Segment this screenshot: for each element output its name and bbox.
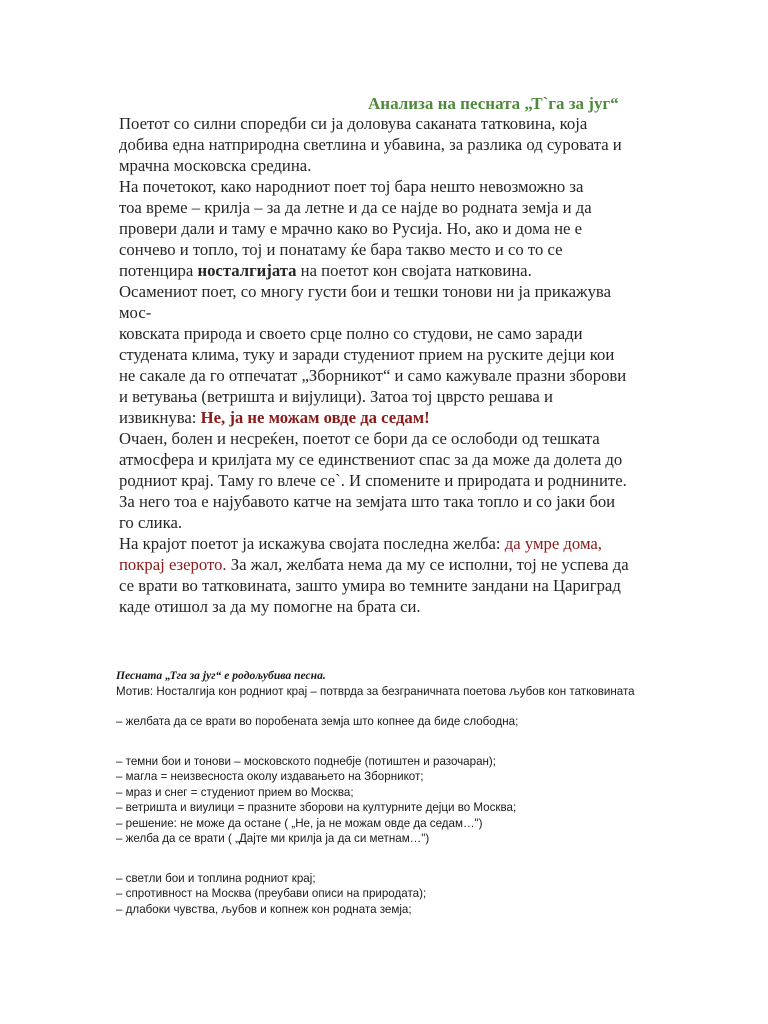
spacer bbox=[116, 730, 716, 754]
body-line: атмосфера и крилјата му се единствениот спас за да може да долета до bbox=[119, 450, 623, 469]
body-line: На почетокот, како народниот поет тој бара нешто невозможно за bbox=[119, 177, 584, 196]
note-item: – ветришта и виулици = празните зборови на културните дејци во Москва; bbox=[116, 801, 517, 814]
nostalgia-emphasis: носталгијата bbox=[197, 261, 297, 280]
note-item: – мраз и снег = студениот прием во Москва; bbox=[116, 785, 354, 799]
note-item: – магла = неизвесноста околу издавањето на Зборникот; bbox=[116, 770, 424, 783]
body-line bbox=[119, 554, 664, 575]
body-line: каде отишол за да му помогне на брата си. bbox=[119, 597, 421, 616]
body-text-segment: извикнува: bbox=[119, 408, 201, 427]
body-line bbox=[119, 407, 664, 428]
note-item: – темни бои и тонови – московското поднебје (потиштен и разочаран); bbox=[116, 754, 497, 768]
last-wish-emphasis: покрај езерото. bbox=[119, 555, 227, 574]
body-line: За него тоа е најубавото катче на земјата што така топло и со јаки бои bbox=[119, 492, 616, 511]
body-text-segment: на поетот кон својата натковина. bbox=[296, 261, 532, 280]
body-line: Осамениот поет, со многу густи бои и тешки тонови ни ја прикажува bbox=[119, 282, 611, 301]
body-line: сончево и топло, тој и понатаму ќе бара такво место и со то се bbox=[119, 240, 563, 259]
body-line: Очаен, болен и несреќен, поетот се бори да се ослободи од тешката bbox=[119, 429, 600, 448]
document-title: Анализа на песната „Т`га за југ“ bbox=[368, 94, 619, 113]
summary-notes bbox=[116, 668, 716, 917]
note-item: – светли бои и топлина родниот крај; bbox=[116, 871, 316, 885]
body-line: мрачна московска средина. bbox=[119, 156, 312, 175]
spacer bbox=[116, 847, 716, 871]
body-line bbox=[119, 533, 664, 554]
body-line: тоа време – крилја – за да летне и да се најде во родната земја и да bbox=[119, 198, 592, 217]
body-line: се врати во татковината, зашто умира во темните зандани на Цариград bbox=[119, 576, 621, 595]
body-text-segment: За жал, желбата нема да му се исполни, тој не успева да bbox=[226, 555, 629, 574]
body-line: Поетот со силни споредби си ја доловува саканата татковина, која bbox=[119, 114, 588, 133]
analysis-body bbox=[119, 113, 664, 617]
note-item: – желба да се врати ( „Дајте ми крилја ја да си метнам…") bbox=[116, 832, 430, 845]
motif-line: Мотив: Носталгија кон родниот крај – потврда за безграничната поетова љубов кон татковината bbox=[116, 684, 635, 698]
body-line: добива една натприродна светлина и убавина, за разлика од суровата и bbox=[119, 135, 622, 154]
note-item: – решение: не може да остане ( „Не, ја не можам овде да седам…") bbox=[116, 816, 483, 830]
body-line: родниот крај. Таму го влече се`. И спомените и природата и роднините. bbox=[119, 471, 627, 490]
exclamation-quote: Не, ја не можам овде да седам! bbox=[200, 408, 430, 427]
notes-heading: Песната „Тга за југ“ е родољубива песна. bbox=[116, 669, 326, 682]
last-wish-emphasis: да умре дома, bbox=[504, 534, 602, 553]
body-text-segment: На крајот поетот ја искажува својата последна желба: bbox=[119, 534, 505, 553]
body-line: мос- bbox=[119, 303, 152, 322]
body-line: не сакале да го отпечатат „Зборникот“ и само кажувале празни зборови bbox=[119, 366, 627, 385]
body-line: ковската природа и своето срце полно со студови, не само заради bbox=[119, 324, 583, 343]
body-text-segment: потенцира bbox=[119, 261, 198, 280]
note-item: – спротивност на Москва (преубави описи на природата); bbox=[116, 887, 427, 900]
body-line: го слика. bbox=[119, 513, 183, 532]
note-item: – длабоки чувства, љубов и копнеж кон родната земја; bbox=[116, 902, 412, 916]
body-line bbox=[119, 260, 664, 281]
body-line: студената клима, туку и заради студениот прием на руските дејци кои bbox=[119, 345, 615, 364]
body-line: и ветувања (ветришта и вијулици). Затоа тој цврсто решава и bbox=[119, 387, 553, 406]
spacer bbox=[116, 699, 716, 714]
note-item: – желбата да се врати во поробената земја што копнее да биде слободна; bbox=[116, 715, 519, 728]
body-line: провери дали и таму е мрачно како во Русија. Но, ако и дома не е bbox=[119, 219, 583, 238]
